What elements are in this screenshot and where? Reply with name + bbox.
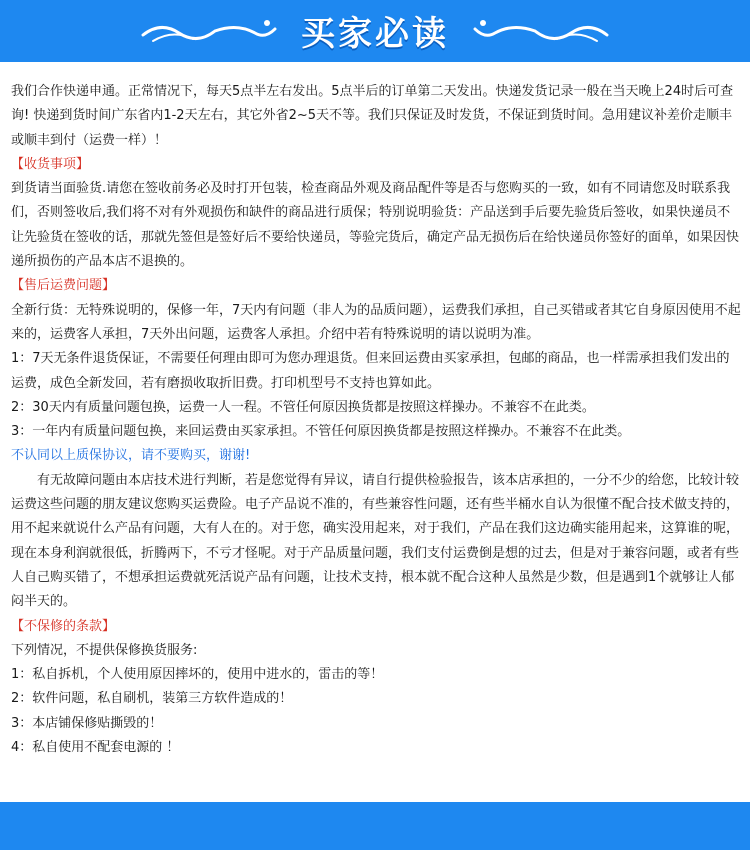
fault-judgment-paragraph: 有无故障问题由本店技术进行判断，若是您觉得有异议，请自行提供检验报告，该本店承担的，一分不少的给您，比较计较运费这些问题的朋友建议您购买运费险。电子产品说不准的，有些兼容性问题，还有些半桶水自认为很懂不配合技术做支持的，用不起来就说什么产品有问题，大有人在的。对于您，确实没用起来，对于我们，产品在我们这边确实能用起来，这算谁的呢，现在本身利润就很低，折腾两下，不亏才怪呢。对于产品质量问题，我们支付运费倒是想的过去，但是对于兼容问题，或者有些人自己购买错了，不想承担运费就死活说产品有问题，让技术支持，根本就不配合这种人虽然是少数，但是遇到1个就够让人郁闷半天的。 xyxy=(11,472,740,610)
section-heading-receiving: 【收货事项】 xyxy=(11,156,90,172)
right-wave-flourish-icon xyxy=(471,15,611,45)
after-sales-intro: 全新行货：无特殊说明的，保修一年，7天内有问题（非人为的品质问题），运费我们承担，自己买错或者其它自身原因使用不起来的，运费客人承担，7天外出问题，运费客人承担。介绍中若有特殊说明的请以说明为准。 xyxy=(11,302,741,342)
warranty-notice: 不认同以上质保协议，请不要购买，谢谢! xyxy=(11,448,251,464)
top-scallop-border xyxy=(0,54,750,70)
page-title: 买家必读 xyxy=(301,13,449,54)
receiving-paragraph: 到货请当面验货.请您在签收前务必及时打开包装，检查商品外观及商品配件等是否与您购买的一致，如有不同请您及时联系我们，否则签收后,我们将不对有外观损伤和缺件的商品进行质保；特别说明验货：产品送到手后要先验货后签收，如果快递员不让先验货在签收的话，那就先签但是签好后不要给快递员，等验完货后，确定产品无损伤后在给快递员你签好的面单，如果因快递所损伤的产品本店不退换的。 xyxy=(11,181,740,270)
intro-paragraph: 我们合作快递申通。正常情况下，每天5点半左右发出。5点半后的订单第二天发出。快递发货记录一般在当天晚上24时后可查询! 快递到货时间广东省内1-2天左右，其它外省2~5天不等。我们只保证及时发货，不保证到货时间。急用建议补差价走顺丰或顺丰到付（运费一样）！ xyxy=(11,84,734,148)
after-sales-item: 2：30天内有质量问题包换，运费一人一程。不管任何原因换货都是按照这样操办。不兼容不在此类。 xyxy=(11,399,595,415)
header-banner xyxy=(0,0,750,60)
no-warranty-intro: 下列情况，不提供保修换货服务: xyxy=(11,642,198,658)
no-warranty-item: 4：私自使用不配套电源的 ！ xyxy=(11,740,180,756)
after-sales-item: 1：7天无条件退货保证，不需要任何理由即可为您办理退货。但来回运费由买家承担，包邮的商品，也一样需承担我们发出的运费，成色全新发回，若有磨损收取折旧费。打印机型号不支持也算如此。 xyxy=(11,351,730,391)
no-warranty-item: 3：本店铺保修贴撕毁的！ xyxy=(11,715,163,731)
section-heading-no-warranty: 【不保修的条款】 xyxy=(11,618,116,634)
no-warranty-item: 2：软件问题，私自刷机，装第三方软件造成的！ xyxy=(11,691,293,707)
notice-content xyxy=(11,80,741,760)
left-wave-flourish-icon xyxy=(139,15,279,45)
section-heading-after-sales: 【售后运费问题】 xyxy=(11,278,116,294)
bottom-scallop-border xyxy=(0,794,750,810)
no-warranty-item: 1：私自拆机，个人使用原因摔坏的，使用中进水的，雷击的等！ xyxy=(11,667,384,683)
after-sales-item: 3：一年内有质量问题包换，来回运费由买家承担。不管任何原因换货都是按照这样操办。不兼容不在此类。 xyxy=(11,424,631,440)
